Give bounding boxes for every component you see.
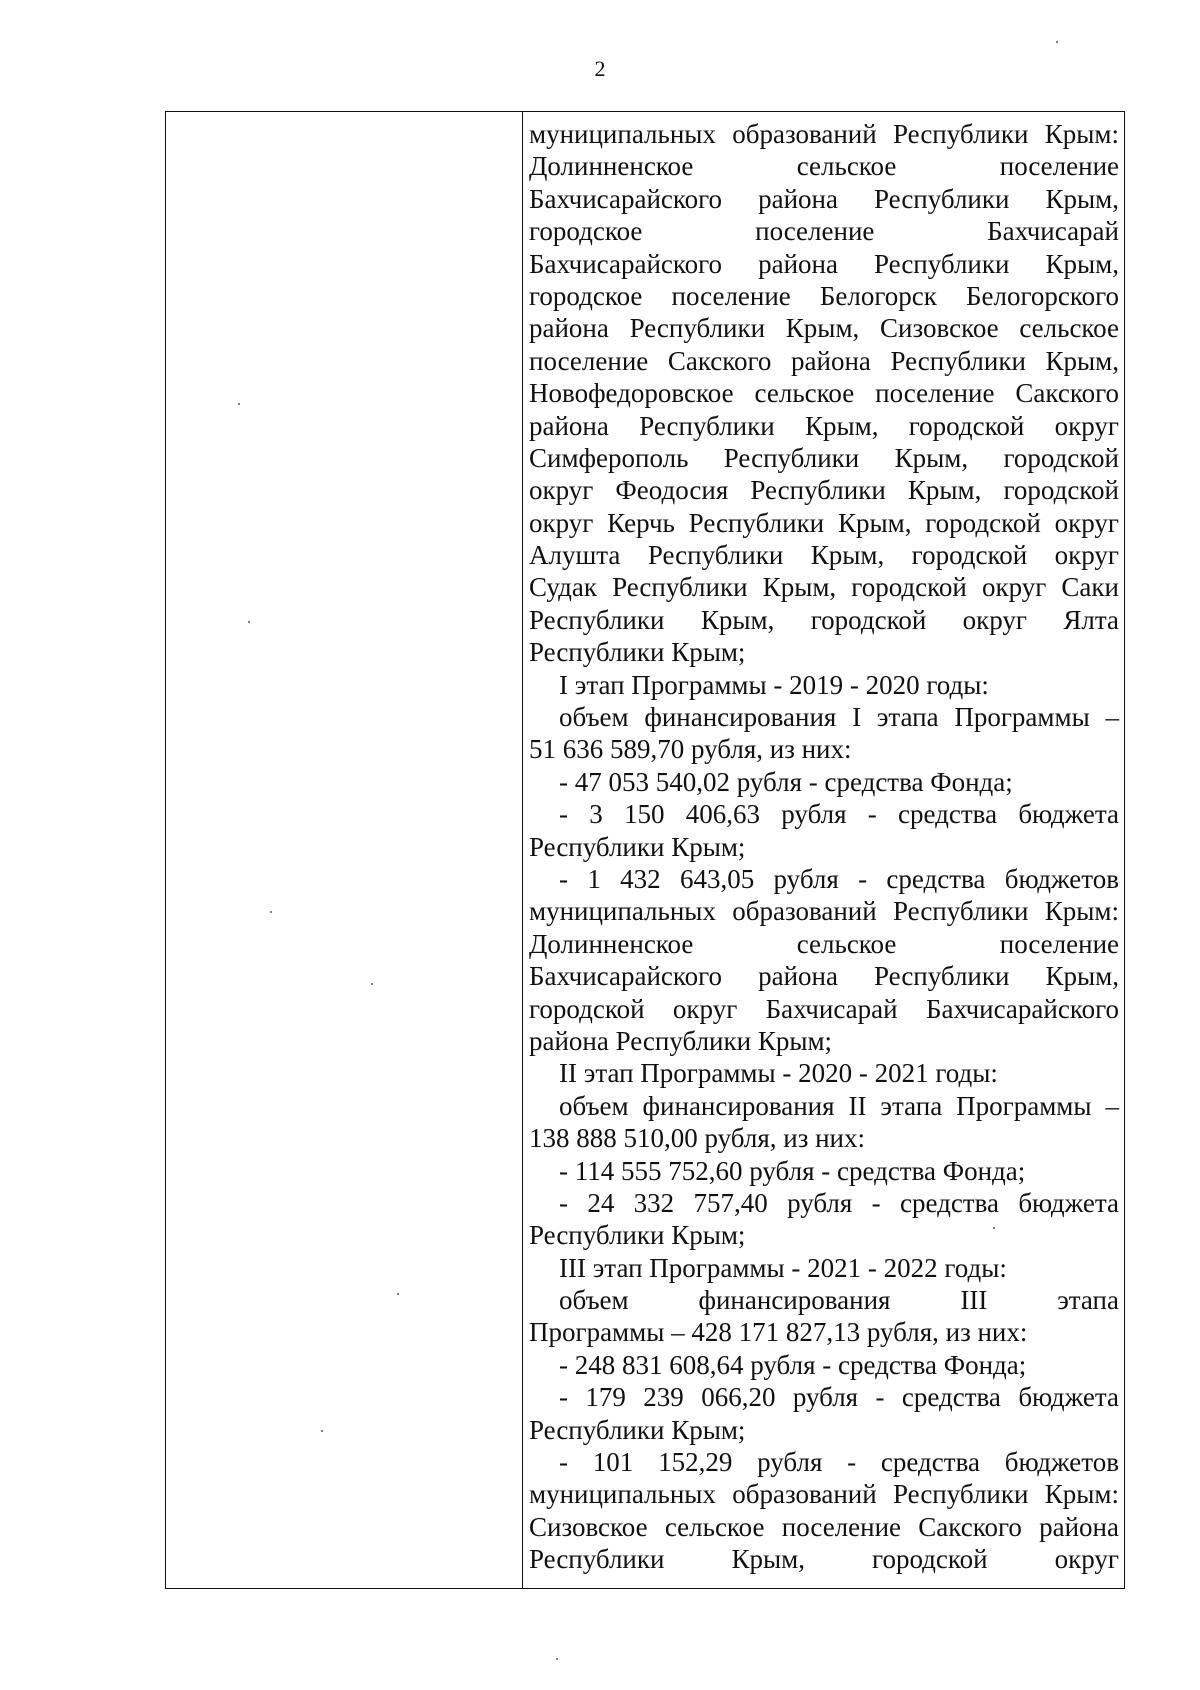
- table-left-cell: [166, 112, 523, 1588]
- body-text-line: округ Керчь Республики Крым, городской округ: [529, 507, 1119, 538]
- body-text-line: округ Феодосия Республики Крым, городской: [529, 475, 1119, 506]
- body-text-line: поселение Сакского района Республики Крым,: [529, 345, 1119, 376]
- scan-speck: [397, 1293, 399, 1295]
- body-text-line: городское поселение Бахчисарай: [529, 216, 1119, 247]
- body-text-line: муниципальных образований Республики Крым:: [529, 1479, 1119, 1510]
- table-right-cell: [523, 112, 1123, 1588]
- body-text-line: Программы – 428 171 827,13 рубля, из них:: [529, 1317, 1028, 1348]
- body-text-line: Республики Крым, городской округ Ялта: [529, 604, 1119, 635]
- body-text-line: муниципальных образований Республики Крым:: [529, 119, 1119, 149]
- body-text-line: Республики Крым;: [529, 637, 746, 668]
- body-text-line: Новофедоровское сельское поселение Сакского: [529, 378, 1119, 409]
- body-text-line: II этап Программы - 2020 - 2021 годы:: [559, 1058, 998, 1089]
- body-text-line: Республики Крым;: [529, 1220, 746, 1251]
- body-text-line: Республики Крым;: [529, 1414, 746, 1445]
- body-text-line: - 47 053 540,02 рубля - средства Фонда;: [559, 766, 1013, 797]
- body-text-line: Долинненское сельское поселение: [529, 151, 1119, 182]
- body-text-line: - 3 150 406,63 рубля - средства бюджета: [559, 799, 1119, 830]
- body-text-line: - 114 555 752,60 рубля - средства Фонда;: [559, 1155, 1026, 1186]
- body-text-line: - 1 432 643,05 рубля - средства бюджетов: [559, 863, 1119, 894]
- body-text-line: Алушта Республики Крым, городской округ: [529, 540, 1119, 571]
- body-text-line: - 101 152,29 рубля - средства бюджетов: [559, 1447, 1119, 1478]
- body-text-line: I этап Программы - 2019 - 2020 годы:: [559, 669, 989, 700]
- body-text-line: Сизовское сельское поселение Сакского района: [529, 1511, 1119, 1542]
- body-text-line: III этап Программы - 2021 - 2022 годы:: [559, 1252, 1007, 1283]
- body-text-line: - 248 831 608,64 рубля - средства Фонда;: [559, 1349, 1027, 1380]
- body-text-line: - 24 332 757,40 рубля - средства бюджета: [559, 1187, 1119, 1218]
- body-text-line: района Республики Крым, городской округ: [529, 410, 1119, 441]
- scan-speck: [371, 983, 373, 985]
- body-text-line: - 179 239 066,20 рубля - средства бюджета: [559, 1382, 1119, 1413]
- body-text-line: Бахчисарайского района Республики Крым,: [529, 183, 1119, 214]
- program-table: [165, 111, 1125, 1589]
- body-text-line: 51 636 589,70 рубля, из них:: [529, 734, 852, 765]
- body-text-line: Симферополь Республики Крым, городской: [529, 442, 1119, 473]
- body-text-line: Судак Республики Крым, городской округ Саки: [529, 572, 1119, 603]
- body-text-line: городское поселение Белогорск Белогорского: [529, 280, 1119, 311]
- body-text-line: Республики Крым, городской округ: [529, 1544, 1119, 1575]
- scan-speck: [238, 403, 240, 405]
- body-text-line: Бахчисарайского района Республики Крым,: [529, 961, 1119, 992]
- body-text-line: объем финансирования I этапа Программы –: [559, 702, 1119, 733]
- scan-speck: [321, 1430, 323, 1432]
- scan-speck: [270, 911, 272, 913]
- body-text-line: Бахчисарайского района Республики Крым,: [529, 248, 1119, 279]
- body-text-line: 138 888 510,00 рубля, из них:: [529, 1123, 866, 1154]
- scan-speck: [1056, 41, 1058, 43]
- body-text-line: района Республики Крым, Сизовское сельское: [529, 313, 1119, 344]
- page-number: 2: [594, 56, 606, 81]
- body-text-line: района Республики Крым;: [529, 1025, 833, 1056]
- body-text-line: муниципальных образований Республики Крым:: [529, 896, 1119, 927]
- body-text-line: Долинненское сельское поселение: [529, 928, 1119, 959]
- body-text-line: объем финансирования III этапа: [559, 1285, 1119, 1316]
- body-text-line: Республики Крым;: [529, 831, 746, 862]
- body-text-line: городской округ Бахчисарай Бахчисарайского: [529, 993, 1119, 1024]
- scan-speck: [556, 1658, 558, 1660]
- scan-speck: [993, 1227, 995, 1229]
- scan-speck: [248, 621, 250, 623]
- body-text-line: объем финансирования II этапа Программы –: [559, 1090, 1119, 1121]
